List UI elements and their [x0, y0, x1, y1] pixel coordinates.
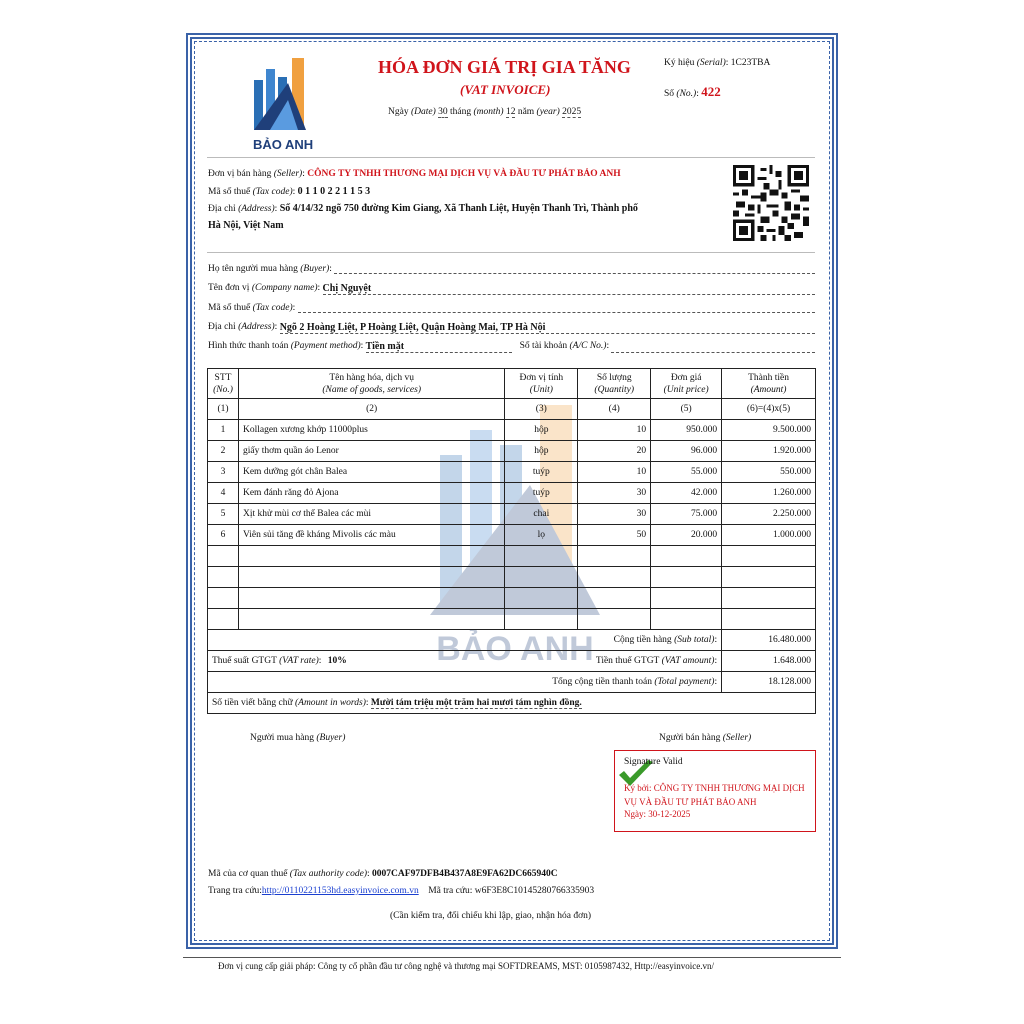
amount-in-words-row: Số tiền viết bằng chữ (Amount in words): Mười tám triệu một trăm hai mươi tám nghìn đồng.	[208, 693, 816, 714]
seller-address: Địa chỉ (Address): Số 4/14/32 ngõ 750 đường Kim Giang, Xã Thanh Liệt, Huyện Thanh Trì, Thành phố	[208, 203, 638, 214]
bao-anh-logo-icon	[248, 55, 320, 137]
empty-row	[208, 609, 816, 630]
empty-row	[208, 546, 816, 567]
lookup-row: Trang tra cứu:http://0110221153hd.easyinvoice.com.vn Mã tra cứu: w6F3E8C10145280766335903	[208, 886, 595, 896]
table-row: 3 Kem dưỡng gót chân Balea tuýp 10 55.000 550.000	[208, 462, 816, 483]
buyer-tax-row: Mã số thuế (Tax code):	[208, 303, 815, 313]
buyer-name-row: Họ tên người mua hàng (Buyer):	[208, 264, 815, 274]
qr-code-icon	[733, 165, 809, 241]
solution-provider: Đơn vị cung cấp giải pháp: Công ty cổ phần đầu tư công nghệ và thương mại SOFTDREAMS, MST: 0105987432, Http://easyinvoice.vn/	[218, 961, 715, 971]
col-header-name: Tên hàng hóa, dịch vụ (Name of goods, services)	[238, 369, 504, 399]
col-header-no: STT (No.)	[208, 369, 239, 399]
table-row: 5 Xịt khử mùi cơ thể Balea các mùi chai 30 75.000 2.250.000	[208, 504, 816, 525]
svg-text:BẢO ANH: BẢO ANH	[436, 630, 594, 665]
invoice-title: HÓA ĐƠN GIÁ TRỊ GIA TĂNG	[378, 57, 631, 77]
signed-by: Ký bởi: CÔNG TY TNHH THƯƠNG MẠI DỊCH VỤ VÀ ĐẦU TƯ PHÁT BẢO ANH	[624, 783, 805, 807]
logo-text: BẢO ANH	[253, 137, 314, 152]
seller-name: Đơn vị bán hàng (Seller): CÔNG TY TNHH THƯƠNG MẠI DỊCH VỤ VÀ ĐẦU TƯ PHÁT BẢO ANH	[208, 169, 621, 179]
col-header-unit: Đơn vị tính (Unit)	[505, 369, 578, 399]
empty-row	[208, 567, 816, 588]
total-row: Tổng cộng tiền thanh toán (Total payment): 18.128.000	[208, 672, 816, 693]
digital-signature-box	[614, 750, 816, 832]
invoice-number: Số (No.): 422	[664, 84, 721, 99]
subtotal-row: Cộng tiền hàng (Sub total): 16.480.000	[208, 630, 816, 651]
table-row: 2 giấy thơm quần áo Lenor hộp 20 96.000 1.920.000	[208, 441, 816, 462]
payment-row: Hình thức thanh toán (Payment method): Tiền mặt Số tài khoản (A/C No.):	[208, 341, 815, 353]
invoice-subtitle: (VAT INVOICE)	[460, 82, 551, 97]
table-header-row	[208, 369, 816, 399]
lookup-link[interactable]: http://0110221153hd.easyinvoice.com.vn	[261, 886, 419, 896]
account-field	[611, 341, 815, 353]
buyer-name-field	[334, 264, 815, 274]
buyer-signature-label: Người mua hàng (Buyer)	[250, 733, 346, 743]
index-row: (1) (2) (3) (4) (5) (6)=(4)x(5)	[208, 399, 816, 420]
table-row: 4 Kem đánh răng đỏ Ajona tuýp 30 42.000 1.260.000	[208, 483, 816, 504]
buyer-company-row: Tên đơn vị (Company name): Chị Nguyệt	[208, 283, 815, 295]
vat-row: Thuế suất GTGT (VAT rate): 10% Tiền thuế GTGT (VAT amount): 1.648.000	[208, 651, 816, 672]
seller-address-line2: Hà Nội, Việt Nam	[208, 220, 284, 231]
tax-authority-code: Mã của cơ quan thuế (Tax authority code): 0007CAF97DFB4B437A8E9FA62DC665940C	[208, 869, 558, 879]
signed-date: Ngày: 30-12-2025	[624, 809, 691, 819]
seller-tax-code: Mã số thuế (Tax code): 0 1 1 0 2 2 1 1 5 3	[208, 186, 371, 197]
empty-row	[208, 588, 816, 609]
footer-divider	[183, 957, 841, 958]
check-note: (Cần kiểm tra, đối chiếu khi lập, giao, nhận hóa đơn)	[390, 911, 592, 921]
signature-valid-text: Signature Valid	[624, 757, 683, 767]
serial: Ký hiệu (Serial): 1C23TBA	[664, 58, 771, 68]
col-header-amount: Thành tiền (Amount)	[722, 369, 816, 399]
buyer-address-row: Địa chỉ (Address): Ngõ 2 Hoàng Liệt, P Hoàng Liệt, Quận Hoàng Mai, TP Hà Nội	[208, 322, 815, 334]
invoice-date: Ngày (Date) 30 tháng (month) 12 năm (year) 2025	[388, 107, 582, 117]
goods-table	[207, 368, 816, 714]
col-header-price: Đơn giá (Unit price)	[651, 369, 722, 399]
buyer-tax-field	[298, 303, 815, 313]
table-row: 1 Kollagen xương khớp 11000plus hộp 10 950.000 9.500.000	[208, 420, 816, 441]
table-row: 6 Viên sủi tăng đề kháng Mivolis các màu lọ 50 20.000 1.000.000	[208, 525, 816, 546]
col-header-qty: Số lượng (Quantity)	[578, 369, 651, 399]
seller-signature-label: Người bán hàng (Seller)	[659, 733, 752, 743]
